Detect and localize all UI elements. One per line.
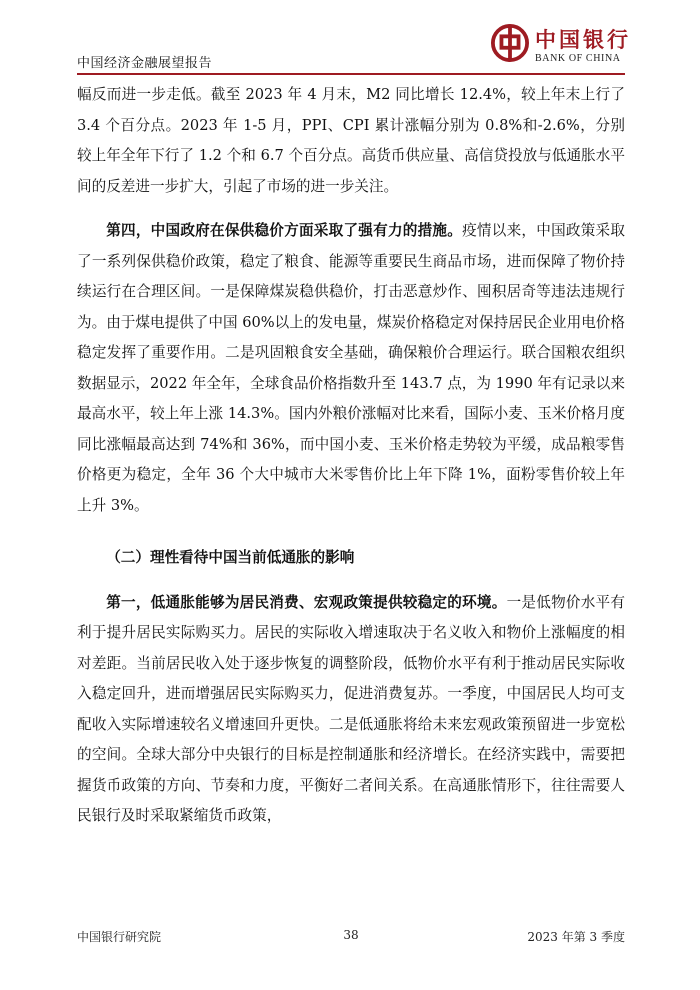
bank-logo xyxy=(491,24,631,74)
paragraph-lead-sentence: 第一，低通胀能够为居民消费、宏观政策提供较稳定的环境。 xyxy=(106,593,507,611)
paragraph-m2-cpi-ppi: 幅反而进一步走低。截至 2023 年 4 月末，M2 同比增长 12.4%，较上年末上行了 3.4 个百分点。2023 年 1-5 月，PPI、CPI 累计涨幅分别为 0.8%和-2.6%，分别较上年全年下行了 1.2 个和 6.7 个百分点。高货币供应量、高信贷投放与低通胀水平间的反差进一步扩大，引起了市场的进一步关注。 xyxy=(77,86,625,195)
section-heading: （二）理性看待中国当前低通胀的影响 xyxy=(106,549,355,566)
paragraph-body-text: 一是低物价水平有利于提升居民实际购买力。居民的实际收入增速取决于名义收入和物价上涨幅度的相对差距。当前居民收入处于逐步恢复的调整阶段，低物价水平有利于推动居民实际收入稳定回升，进而增强居民实际购买力，促进消费复苏。一季度，中国居民人均可支配收入实际增速较名义增速回升更快。二是低通胀将给未来宏观政策预留进一步宽松的空间。全球大部分中央银行的目标是控制通胀和经济增长。在经济实践中，需要把握货币政策的方向、节奏和力度，平衡好二者间关系。在高通胀情形下，往往需要人民银行及时采取紧缩货币政策， xyxy=(77,593,625,824)
logo-english-name: BANK OF CHINA xyxy=(535,53,621,64)
footer-period: 2023 年第 3 季度 xyxy=(527,930,625,944)
logo-chinese-name: 中国银行 xyxy=(535,27,631,52)
page-header xyxy=(77,27,631,80)
paragraph-body-text: 疫情以来，中国政策采取了一系列保供稳价政策，稳定了粮食、能源等重要民生商品市场，进而保障了物价持续运行在合理区间。一是保障煤炭稳供稳价，打击恶意炒作、囤积居奇等违法违规行为。由于煤电提供了中国 60%以上的发电量，煤炭价格稳定对保持居民企业用电价格稳定发挥了重要作用。二是巩固粮食安全基础，确保粮价合理运行。联合国粮农组织数据显示，2022 年全年，全球食品价格指数升至 143.7 点，为 1990 年有记录以来最高水平，较上年上涨 14.3%。国内外粮价涨幅对比来看，国际小麦、玉米价格月度同比涨幅最高达到 74%和 36%，而中国小麦、玉米价格走势较为平缓，成品粮零售价格更为稳定，全年 36 个大中城市大米零售价比上年下降 1%，面粉零售价较上年上升 3%。 xyxy=(77,222,625,514)
header-divider xyxy=(77,73,625,75)
paragraph-lead-sentence: 第四，中国政府在保供稳价方面采取了强有力的措施。 xyxy=(106,222,463,239)
report-title: 中国经济金融展望报告 xyxy=(77,56,213,71)
report-body xyxy=(77,80,625,832)
paragraph-price-stability-measures xyxy=(77,216,625,521)
footer-publisher: 中国银行研究院 xyxy=(77,930,162,944)
page-footer xyxy=(77,928,625,948)
paragraph-low-inflation-impact xyxy=(77,588,625,832)
page-number: 38 xyxy=(343,928,359,942)
bank-of-china-emblem-icon xyxy=(491,24,529,62)
